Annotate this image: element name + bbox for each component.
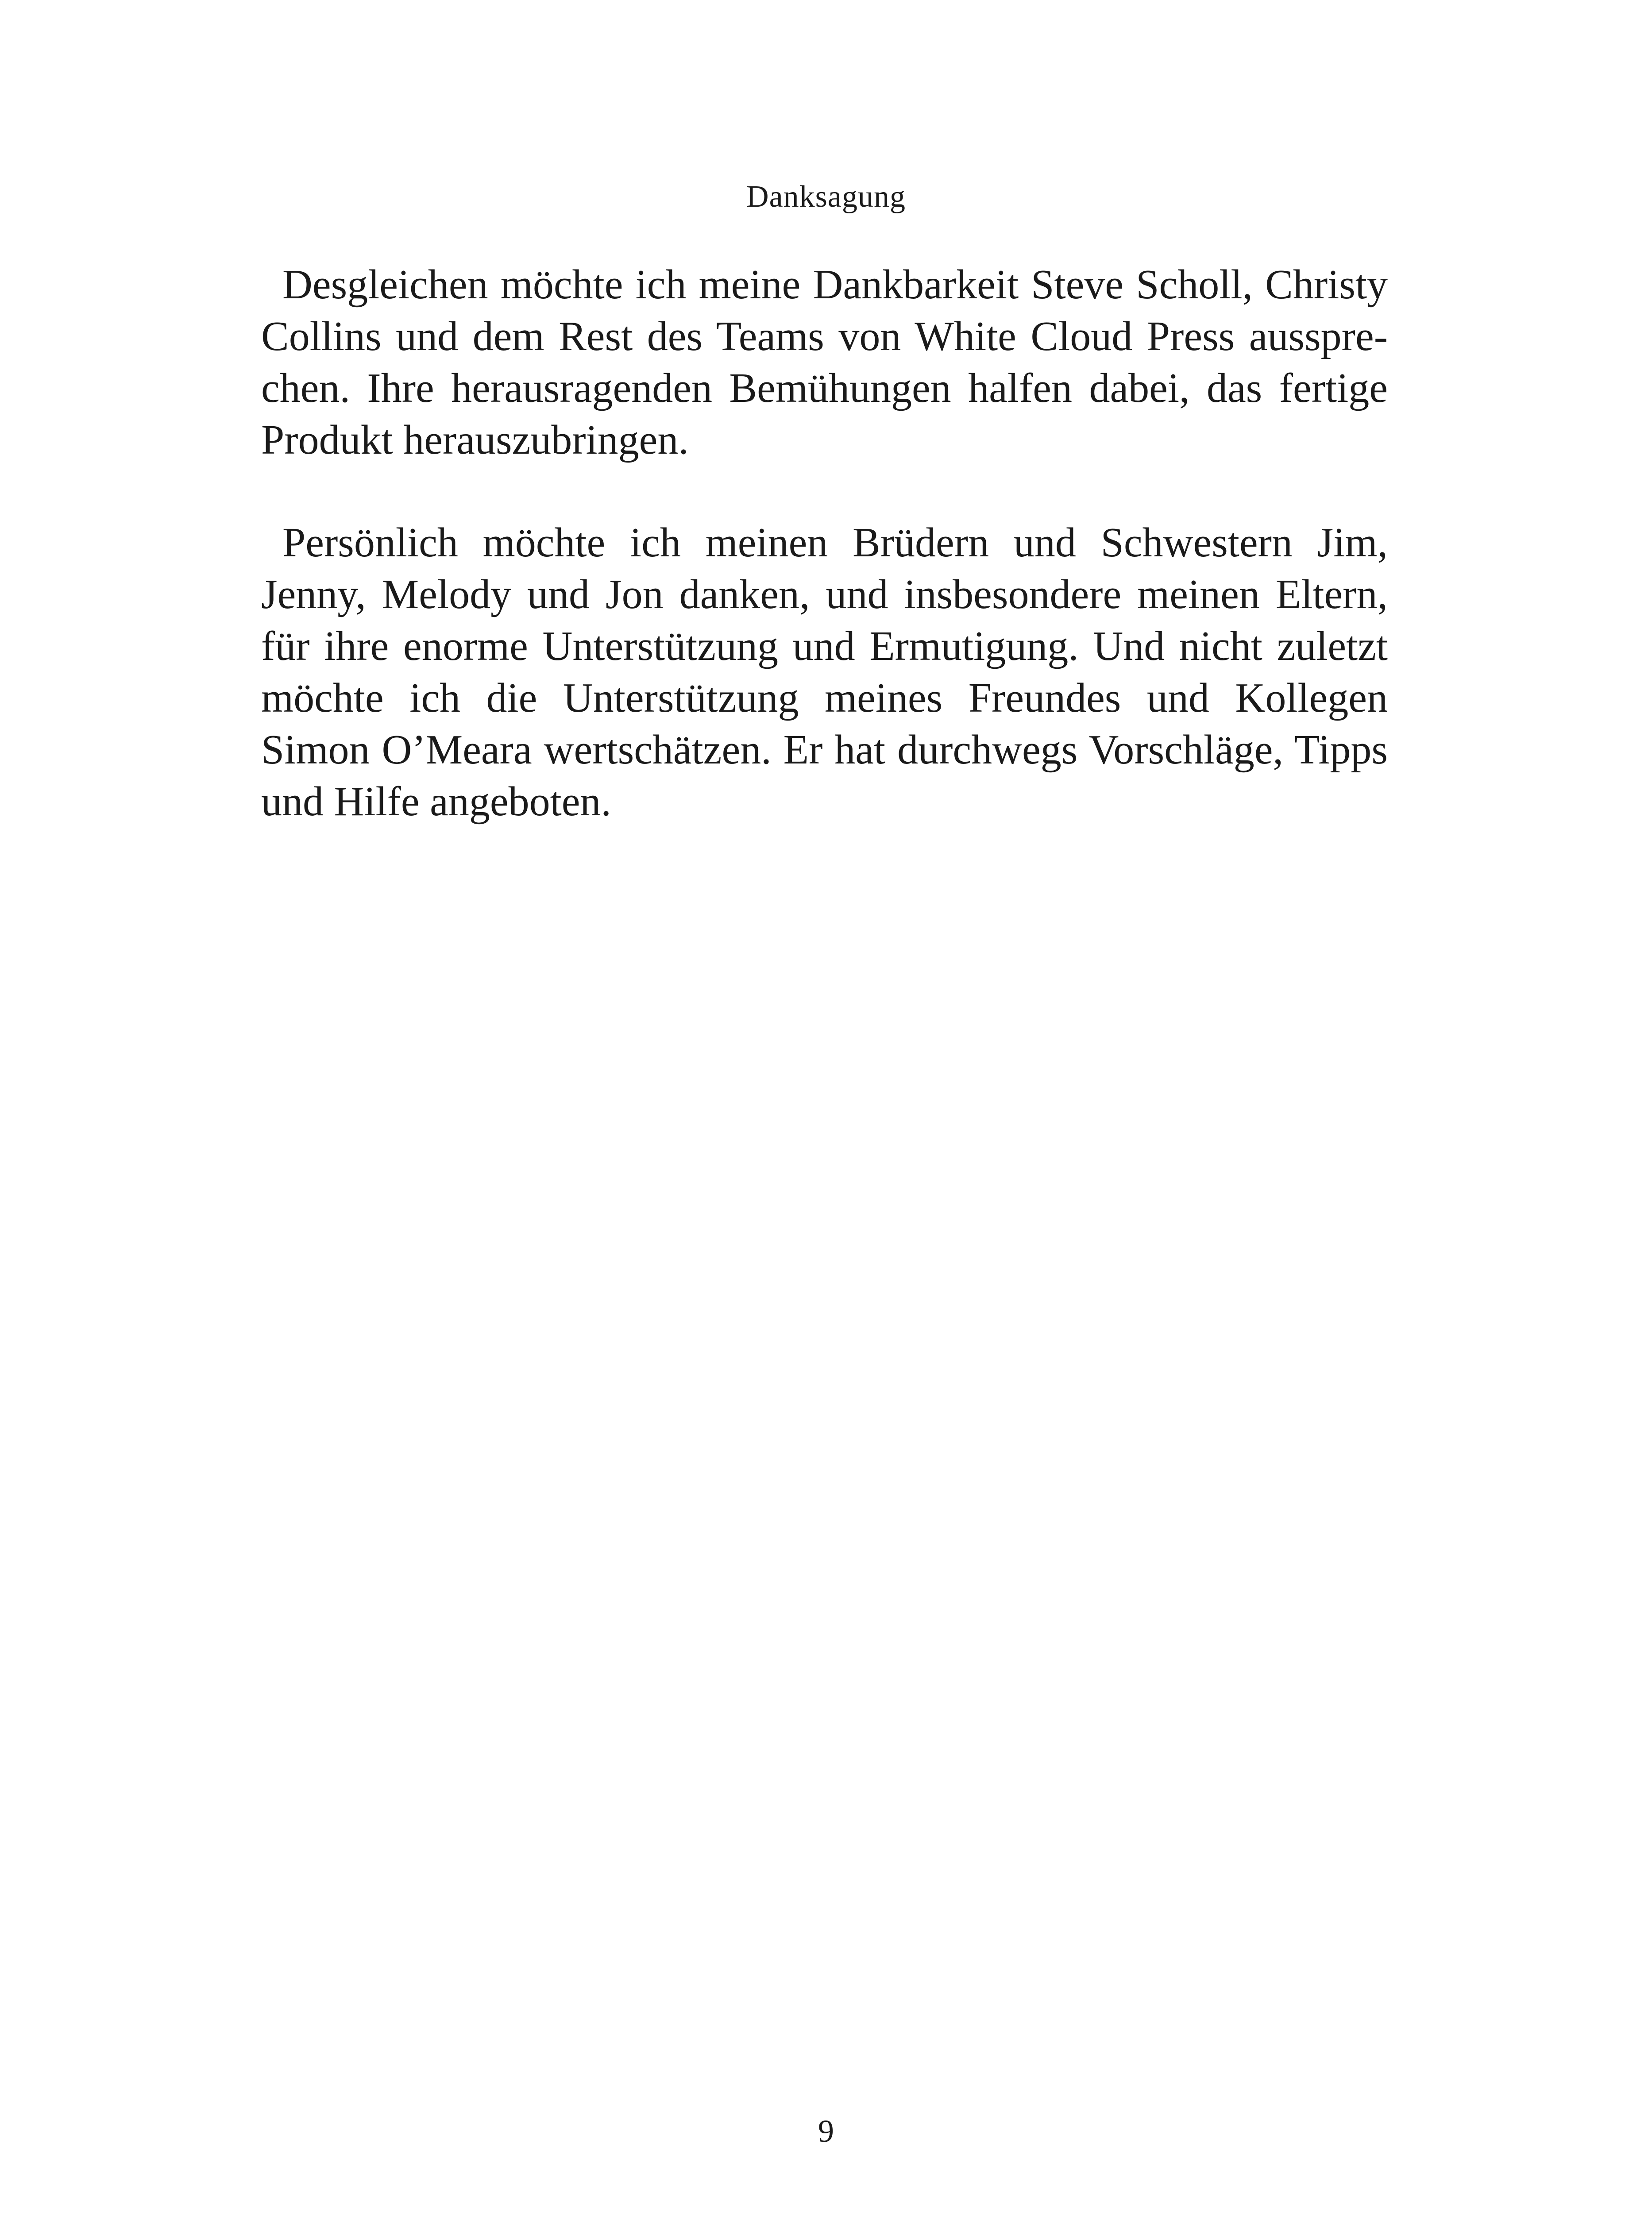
text-line: möchte ich die Unterstützung meines Freundes und Kollegen xyxy=(261,675,1388,721)
page-number: 9 xyxy=(818,2113,834,2149)
text-line: Desgleichen möchte ich meine Dankbarkeit Steve Scholl, Christy xyxy=(282,262,1388,308)
text-line: chen. Ihre herausragenden Bemühungen halfen dabei, das fertige xyxy=(261,365,1388,411)
text-line: Produkt herauszubringen. xyxy=(261,417,689,463)
text-line: Persönlich möchte ich meinen Brüdern und Schwestern Jim, xyxy=(282,520,1388,566)
paragraph xyxy=(261,517,1388,828)
running-head: Danksagung xyxy=(746,180,906,214)
text-line: Simon O’Meara wertschätzen. Er hat durchwegs Vorschläge, Tipps xyxy=(261,727,1388,773)
text-line: Collins und dem Rest des Teams von White Cloud Press ausspre- xyxy=(261,313,1388,359)
paragraph xyxy=(261,259,1388,466)
text-line: für ihre enorme Unterstützung und Ermutigung. Und nicht zuletzt xyxy=(261,623,1388,669)
body-text xyxy=(261,259,1388,828)
text-line: Jenny, Melody und Jon danken, und insbesondere meinen Eltern, xyxy=(261,571,1388,617)
text-line: und Hilfe angeboten. xyxy=(261,779,611,825)
